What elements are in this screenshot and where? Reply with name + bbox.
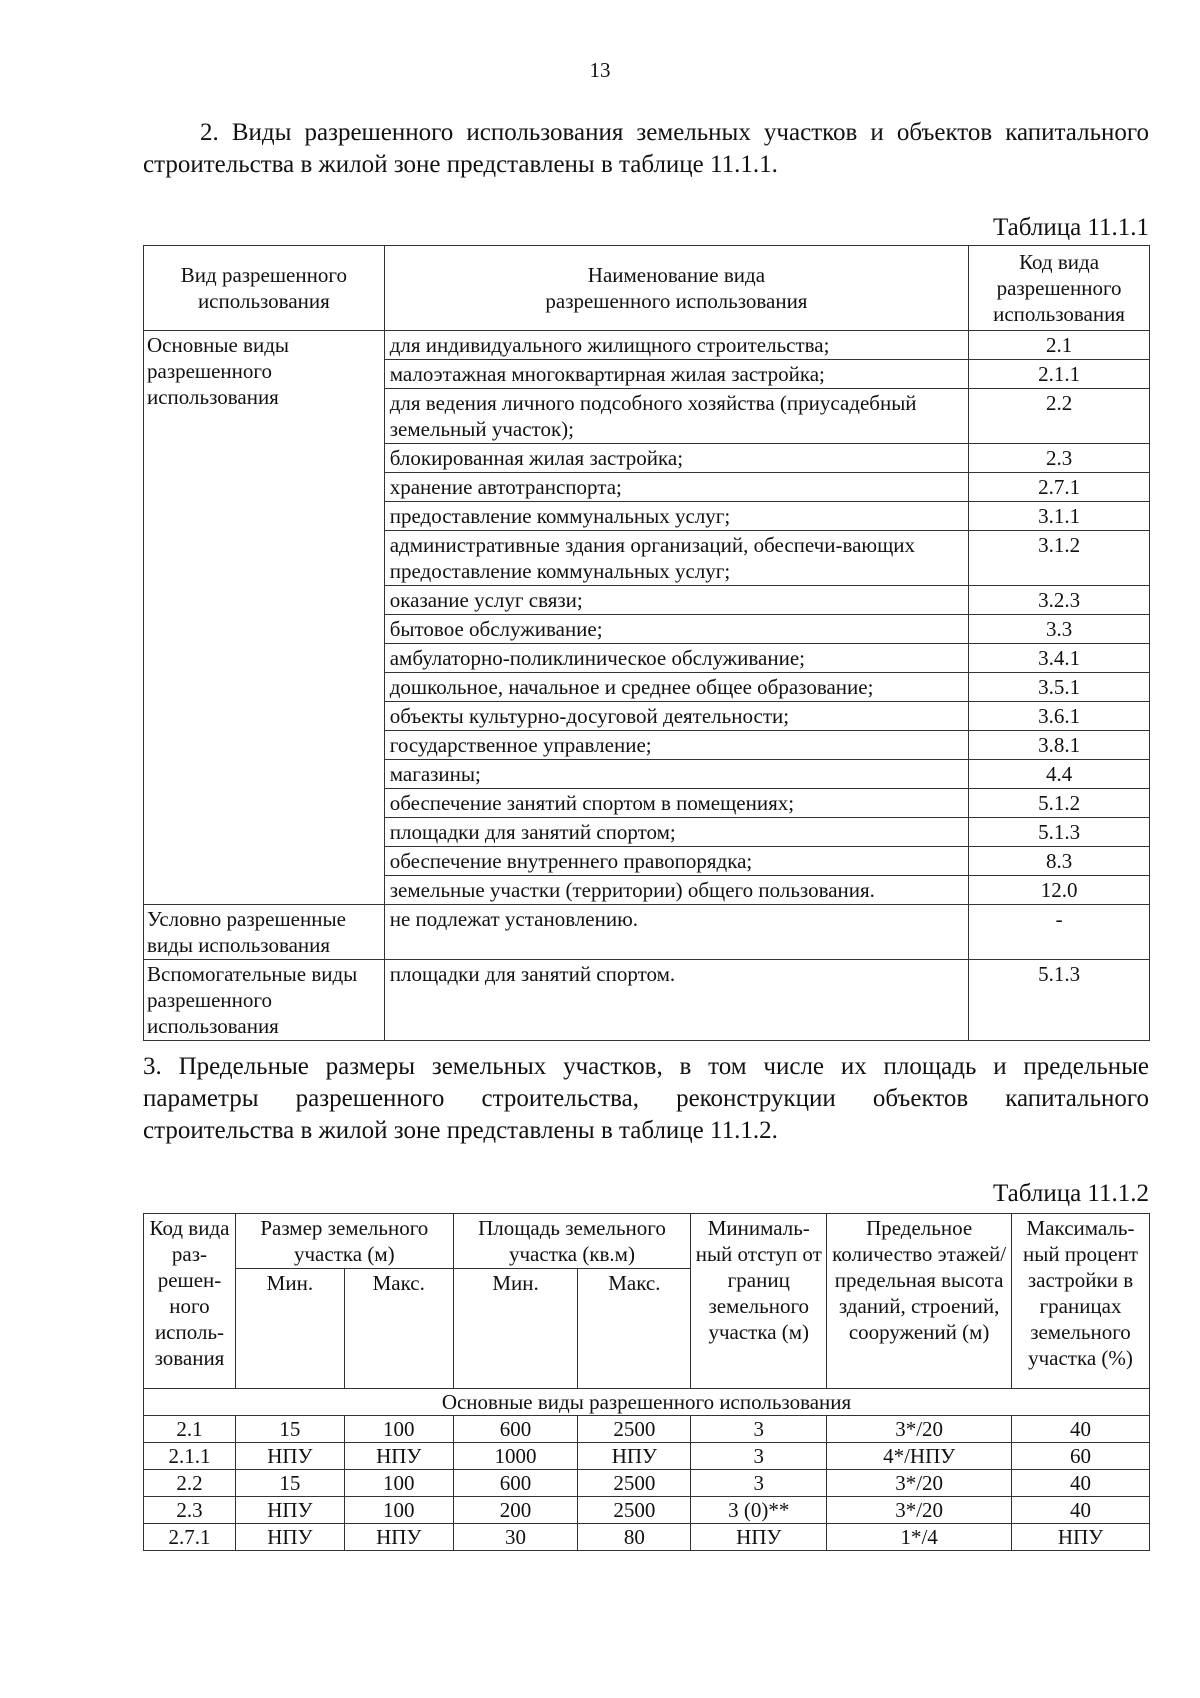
use-code: 5.1.3: [969, 960, 1150, 1041]
cell-area-max: НПУ: [578, 1443, 691, 1470]
table-caption-11-1-2: Таблица 11.1.2: [993, 1180, 1149, 1207]
use-code: 2.7.1: [969, 473, 1150, 502]
cell-indent: 3: [691, 1470, 827, 1497]
cell-floors: 3*/20: [827, 1470, 1012, 1497]
cell-size-max: 100: [344, 1497, 453, 1524]
cell-size-min: 15: [235, 1416, 344, 1443]
header-area: Площадь земельного участка (кв.м): [453, 1214, 691, 1269]
use-code: 3.4.1: [969, 644, 1150, 673]
table-row: [144, 1497, 1150, 1524]
cell-size-max: НПУ: [344, 1524, 453, 1551]
table-row: [144, 960, 1150, 1041]
use-code: -: [969, 905, 1150, 960]
use-code: 2.3: [969, 444, 1150, 473]
header-name: Наименование вида разрешенного использования: [384, 246, 968, 331]
cell-code: 2.2: [144, 1470, 236, 1497]
use-code: 5.1.2: [969, 789, 1150, 818]
use-code: 2.2: [969, 389, 1150, 444]
cell-area-max: 2500: [578, 1416, 691, 1443]
cell-size-max: 100: [344, 1416, 453, 1443]
use-name: для индивидуального жилищного строительства;: [384, 331, 968, 360]
use-code: 12.0: [969, 876, 1150, 905]
use-code: 2.1.1: [969, 360, 1150, 389]
cell-size-max: НПУ: [344, 1443, 453, 1470]
cell-floors: 4*/НПУ: [827, 1443, 1012, 1470]
cell-indent: 3 (0)**: [691, 1497, 827, 1524]
cell-indent: НПУ: [691, 1524, 827, 1551]
cell-percent: 60: [1012, 1443, 1150, 1470]
use-code: 5.1.3: [969, 818, 1150, 847]
use-name: блокированная жилая застройка;: [384, 444, 968, 473]
header-size-min: Мин.: [235, 1269, 344, 1389]
paragraph-3: 3. Предельные размеры земельных участков, в том числе их площадь и предельные параметры разрешенного строительства, реконструкции объектов капитального строительства в жилой зоне представлены в таблице 11.1.2.: [143, 1053, 1149, 1144]
use-name: обеспечение внутреннего правопорядка;: [384, 847, 968, 876]
cell-percent: 40: [1012, 1470, 1150, 1497]
cell-area-min: 1000: [453, 1443, 578, 1470]
cell-size-min: НПУ: [235, 1443, 344, 1470]
group-label: Основные виды разрешенного использования: [144, 331, 385, 905]
cell-size-min: 15: [235, 1470, 344, 1497]
table-row: [144, 1470, 1150, 1497]
use-name: административные здания организаций, обеспечи-вающих предоставление коммунальных услуг;: [384, 531, 968, 586]
cell-percent: НПУ: [1012, 1524, 1150, 1551]
section-label: Основные виды разрешенного использования: [144, 1389, 1150, 1416]
cell-size-max: 100: [344, 1470, 453, 1497]
table-row: [144, 331, 1150, 360]
table-header-row: [144, 1214, 1150, 1269]
header-area-min: Мин.: [453, 1269, 578, 1389]
use-name: хранение автотранспорта;: [384, 473, 968, 502]
section-row: [144, 1389, 1150, 1416]
header-area-max: Макс.: [578, 1269, 691, 1389]
cell-percent: 40: [1012, 1497, 1150, 1524]
cell-area-min: 30: [453, 1524, 578, 1551]
use-name: бытовое обслуживание;: [384, 615, 968, 644]
table-row: [144, 905, 1150, 960]
use-name: площадки для занятий спортом.: [384, 960, 968, 1041]
cell-code: 2.3: [144, 1497, 236, 1524]
use-code: 3.6.1: [969, 702, 1150, 731]
use-code: 3.1.2: [969, 531, 1150, 586]
use-code: 3.3: [969, 615, 1150, 644]
table-row: [144, 1443, 1150, 1470]
table-11-1-1: [143, 245, 1150, 1041]
cell-code: 2.7.1: [144, 1524, 236, 1551]
table-caption-11-1-1: Таблица 11.1.1: [993, 214, 1149, 241]
use-name: земельные участки (территории) общего пользования.: [384, 876, 968, 905]
header-code: Код вида раз-решен-ного исполь-зования: [144, 1214, 236, 1389]
use-code: 3.1.1: [969, 502, 1150, 531]
header-code: Код вида разрешенного использования: [969, 246, 1150, 331]
table-11-1-2: [143, 1213, 1150, 1551]
cell-floors: 3*/20: [827, 1416, 1012, 1443]
header-type: Вид разрешенного использования: [144, 246, 385, 331]
use-name: дошкольное, начальное и среднее общее образование;: [384, 673, 968, 702]
group-label: Условно разрешенные виды использования: [144, 905, 385, 960]
use-name: оказание услуг связи;: [384, 586, 968, 615]
cell-floors: 1*/4: [827, 1524, 1012, 1551]
cell-size-min: НПУ: [235, 1497, 344, 1524]
cell-code: 2.1: [144, 1416, 236, 1443]
use-name: объекты культурно-досуговой деятельности;: [384, 702, 968, 731]
cell-code: 2.1.1: [144, 1443, 236, 1470]
use-name: для ведения личного подсобного хозяйства (приусадебный земельный участок);: [384, 389, 968, 444]
group-label: Вспомогательные виды разрешенного использования: [144, 960, 385, 1041]
use-code: 3.5.1: [969, 673, 1150, 702]
paragraph-2: 2. Виды разрешенного использования земельных участков и объектов капитального строительства в жилой зоне представлены в таблице 11.1.1.: [143, 119, 1149, 178]
use-name: предоставление коммунальных услуг;: [384, 502, 968, 531]
table-row: [144, 1416, 1150, 1443]
cell-size-min: НПУ: [235, 1524, 344, 1551]
cell-area-max: 2500: [578, 1470, 691, 1497]
use-code: 4.4: [969, 760, 1150, 789]
header-percent: Максималь-ный процент застройки в границах земельного участка (%): [1012, 1214, 1150, 1389]
cell-area-max: 80: [578, 1524, 691, 1551]
use-code: 3.2.3: [969, 586, 1150, 615]
header-size-max: Макс.: [344, 1269, 453, 1389]
cell-floors: 3*/20: [827, 1497, 1012, 1524]
use-name: магазины;: [384, 760, 968, 789]
use-code: 3.8.1: [969, 731, 1150, 760]
use-name: государственное управление;: [384, 731, 968, 760]
cell-area-min: 600: [453, 1416, 578, 1443]
use-name: не подлежат установлению.: [384, 905, 968, 960]
header-size: Размер земельного участка (м): [235, 1214, 453, 1269]
cell-area-min: 200: [453, 1497, 578, 1524]
use-code: 2.1: [969, 331, 1150, 360]
cell-percent: 40: [1012, 1416, 1150, 1443]
header-indent: Минималь-ный отступ от границ земельного участка (м): [691, 1214, 827, 1389]
use-code: 8.3: [969, 847, 1150, 876]
table-row: [144, 1524, 1150, 1551]
cell-area-min: 600: [453, 1470, 578, 1497]
cell-area-max: 2500: [578, 1497, 691, 1524]
use-name: малоэтажная многоквартирная жилая застройка;: [384, 360, 968, 389]
use-name: обеспечение занятий спортом в помещениях;: [384, 789, 968, 818]
use-name: площадки для занятий спортом;: [384, 818, 968, 847]
cell-indent: 3: [691, 1443, 827, 1470]
header-floors: Предельное количество этажей/ предельная высота зданий, строений, сооружений (м): [827, 1214, 1012, 1389]
cell-indent: 3: [691, 1416, 827, 1443]
page-number: 13: [589, 58, 611, 82]
use-name: амбулаторно-поликлиническое обслуживание;: [384, 644, 968, 673]
table-header-row: [144, 246, 1150, 331]
